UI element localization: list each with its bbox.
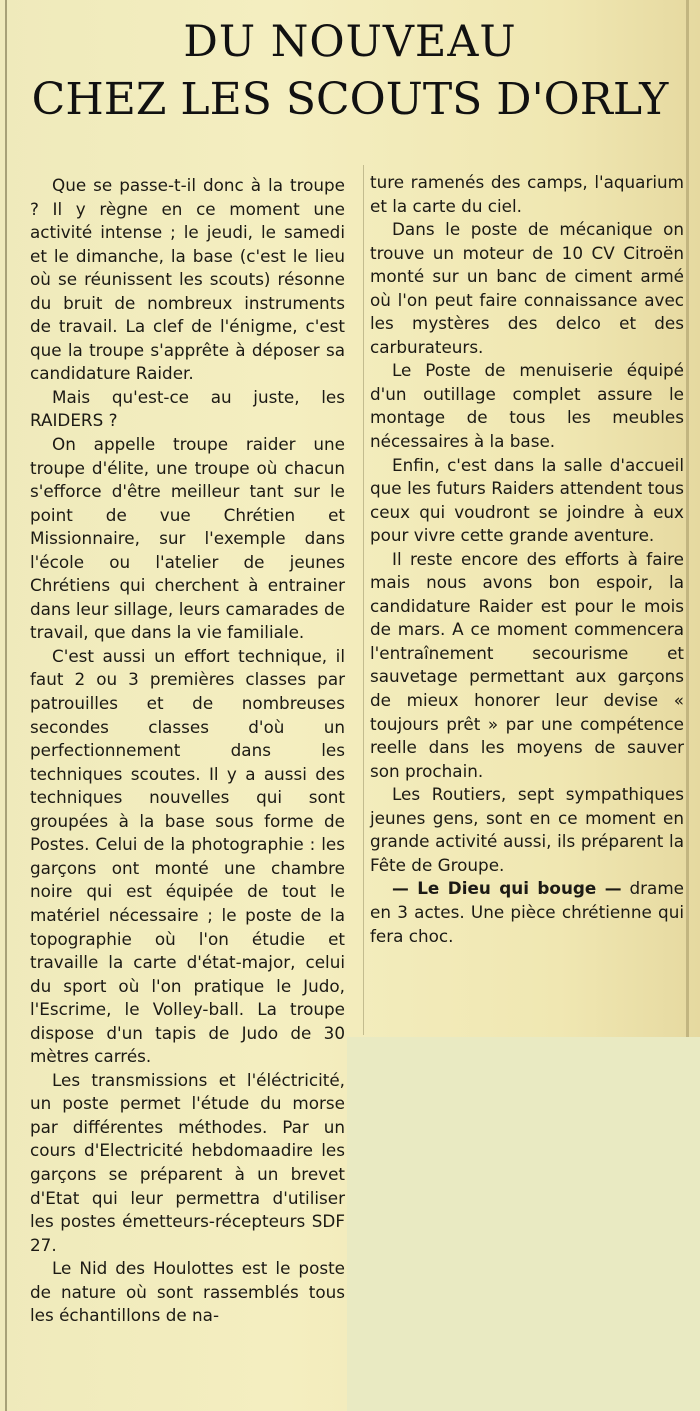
paragraph: Il reste encore des efforts à faire mais nous avons bon espoir, la candidature Raider est pour le mois de mars. A ce moment commencera l'entraînement secourisme et sauvetage permettant aux garçons de mieux honorer leur devise « toujours prêt » par une compétence reelle dans les moyens de sauver son prochain.	[370, 548, 684, 781]
right-column	[370, 171, 684, 948]
left-column	[30, 174, 345, 1328]
headline-line-1: DU NOUVEAU	[183, 17, 517, 67]
paragraph: On appelle troupe raider une troupe d'élite, une troupe où chacun s'efforce d'être meilleur tant sur le point de vue Chrétien et Missionnaire, sur l'exemple dans l'école ou l'atelier de jeunes Chrétiens qui cherchent à entrainer dans leur sillage, leurs camarades de travail, que dans la vie familiale.	[30, 434, 345, 643]
paragraph: Enfin, c'est dans la salle d'accueil que les futurs Raiders attendent tous ceux qui voudront se joindre à eux pour vivre cette grande aventure.	[370, 454, 684, 546]
right-border-rule	[686, 0, 689, 1040]
paragraph: Mais qu'est-ce au juste, les RAIDERS ?	[30, 386, 345, 431]
paragraph: Le Nid des Houlottes est le poste de nature où sont rassemblés tous les échantillons de na-	[30, 1258, 345, 1326]
paragraph: Les transmissions et l'éléctricité, un poste permet l'étude du morse par différentes méthodes. Par un cours d'Electricité hebdomaadire les garçons se préparent à un brevet d'Etat qui leur permettra d'utiliser les postes émetteurs-récepteurs SDF 27.	[30, 1069, 345, 1255]
play-description: drame en 3 actes. Une pièce chrétienne qui fera choc.	[370, 878, 685, 946]
closing-paragraph	[370, 877, 684, 948]
paragraph: Que se passe-t-il donc à la troupe ? Il y règne en ce moment une activité intense ; le jeudi, le samedi et le dimanche, la base (c'est le lieu où se réunissent les scouts) résonne du bruit de nombreux instruments de travail. La clef de l'énigme, c'est que la troupe s'apprête à déposer sa candidature Raider.	[30, 175, 345, 384]
column-divider	[363, 165, 364, 1035]
paragraph: Dans le poste de mécanique on trouve un moteur de 10 CV Citroën monté sur un banc de ciment armé où l'on peut faire connaissance avec les mystères des delco et des carburateurs.	[370, 219, 684, 357]
paragraph-continuation: ture ramenés des camps, l'aquarium et la carte du ciel.	[370, 172, 684, 216]
headline	[10, 14, 690, 130]
play-title: — Le Dieu qui bouge —	[392, 878, 622, 899]
paragraph: C'est aussi un effort technique, il faut 2 ou 3 premières classes par patrouilles et de nombreuses secondes classes d'où un perfectionnement dans les techniques scoutes. Il y a aussi des techniques nouvelles qui sont groupées à la base sous forme de Postes. Celui de la photographie : les garçons ont monté une chambre noire qui est équipée de tout le matériel nécessaire ; le poste de la topographie où l'on étudie et travaille la carte d'état-major, celui du sport où l'on pratique le Judo, l'Escrime, le Volley-ball. La troupe dispose d'un tapis de Judo de 30 mètres carrés.	[30, 645, 345, 1067]
blank-paper-patch	[347, 1037, 700, 1411]
paragraph: Les Routiers, sept sympathiques jeunes gens, sont en ce moment en grande activité aussi, ils préparent la Fête de Groupe.	[370, 784, 684, 875]
paragraph: Le Poste de menuiserie équipé d'un outillage complet assure le montage de tous les meubles nécessaires à la base.	[370, 360, 684, 452]
left-border-rule	[5, 0, 7, 1411]
headline-line-2: CHEZ LES SCOUTS D'ORLY	[31, 74, 669, 125]
